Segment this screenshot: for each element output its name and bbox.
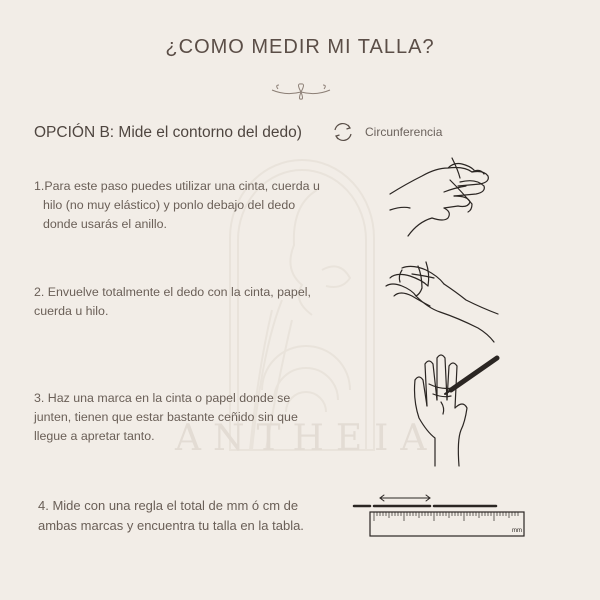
- step-1-line-2: hilo (no muy elástico) y ponlo debajo del dedo: [43, 198, 296, 212]
- circumference-label: Circunferencia: [365, 125, 443, 139]
- ruler-with-strip-illustration: [352, 492, 532, 540]
- step-1-line-3: donde usarás el anillo.: [43, 217, 167, 231]
- circular-arrows-icon: [331, 121, 355, 143]
- step-4-text: [38, 496, 338, 535]
- page-title: ¿COMO MEDIR MI TALLA?: [165, 36, 435, 58]
- step-2-line-1: 2. Envuelve totalmente el dedo con la cinta, papel,: [34, 285, 311, 299]
- step-3-line-3: llegue a apretar tanto.: [34, 429, 155, 443]
- ruler-unit-label: mm: [512, 528, 522, 534]
- step-3-text: [34, 389, 334, 446]
- option-title: OPCIÓN B: Mide el contorno del dedo): [34, 124, 302, 141]
- step-2-line-2: cuerda u hilo.: [34, 304, 109, 318]
- step-2-text: [34, 283, 334, 321]
- step-3-line-2: junten, tienen que estar bastante ceñido sin que: [34, 410, 298, 424]
- hand-wrapping-finger-illustration: [382, 256, 500, 350]
- step-1-text: [34, 177, 344, 234]
- hand-marking-with-pencil-illustration: [405, 350, 505, 468]
- ornament-flourish: [270, 80, 332, 102]
- step-1-line-1: 1.Para este paso puedes utilizar una cinta, cuerda u: [34, 179, 320, 193]
- brand-watermark-text: ANTHEIA: [175, 418, 439, 459]
- hand-with-string-illustration: [388, 146, 506, 242]
- step-3-line-1: 3. Haz una marca en la cinta o papel donde se: [34, 391, 291, 405]
- step-4-line-2: ambas marcas y encuentra tu talla en la tabla.: [38, 517, 304, 533]
- step-4-line-1: 4. Mide con una regla el total de mm ó cm de: [38, 498, 299, 513]
